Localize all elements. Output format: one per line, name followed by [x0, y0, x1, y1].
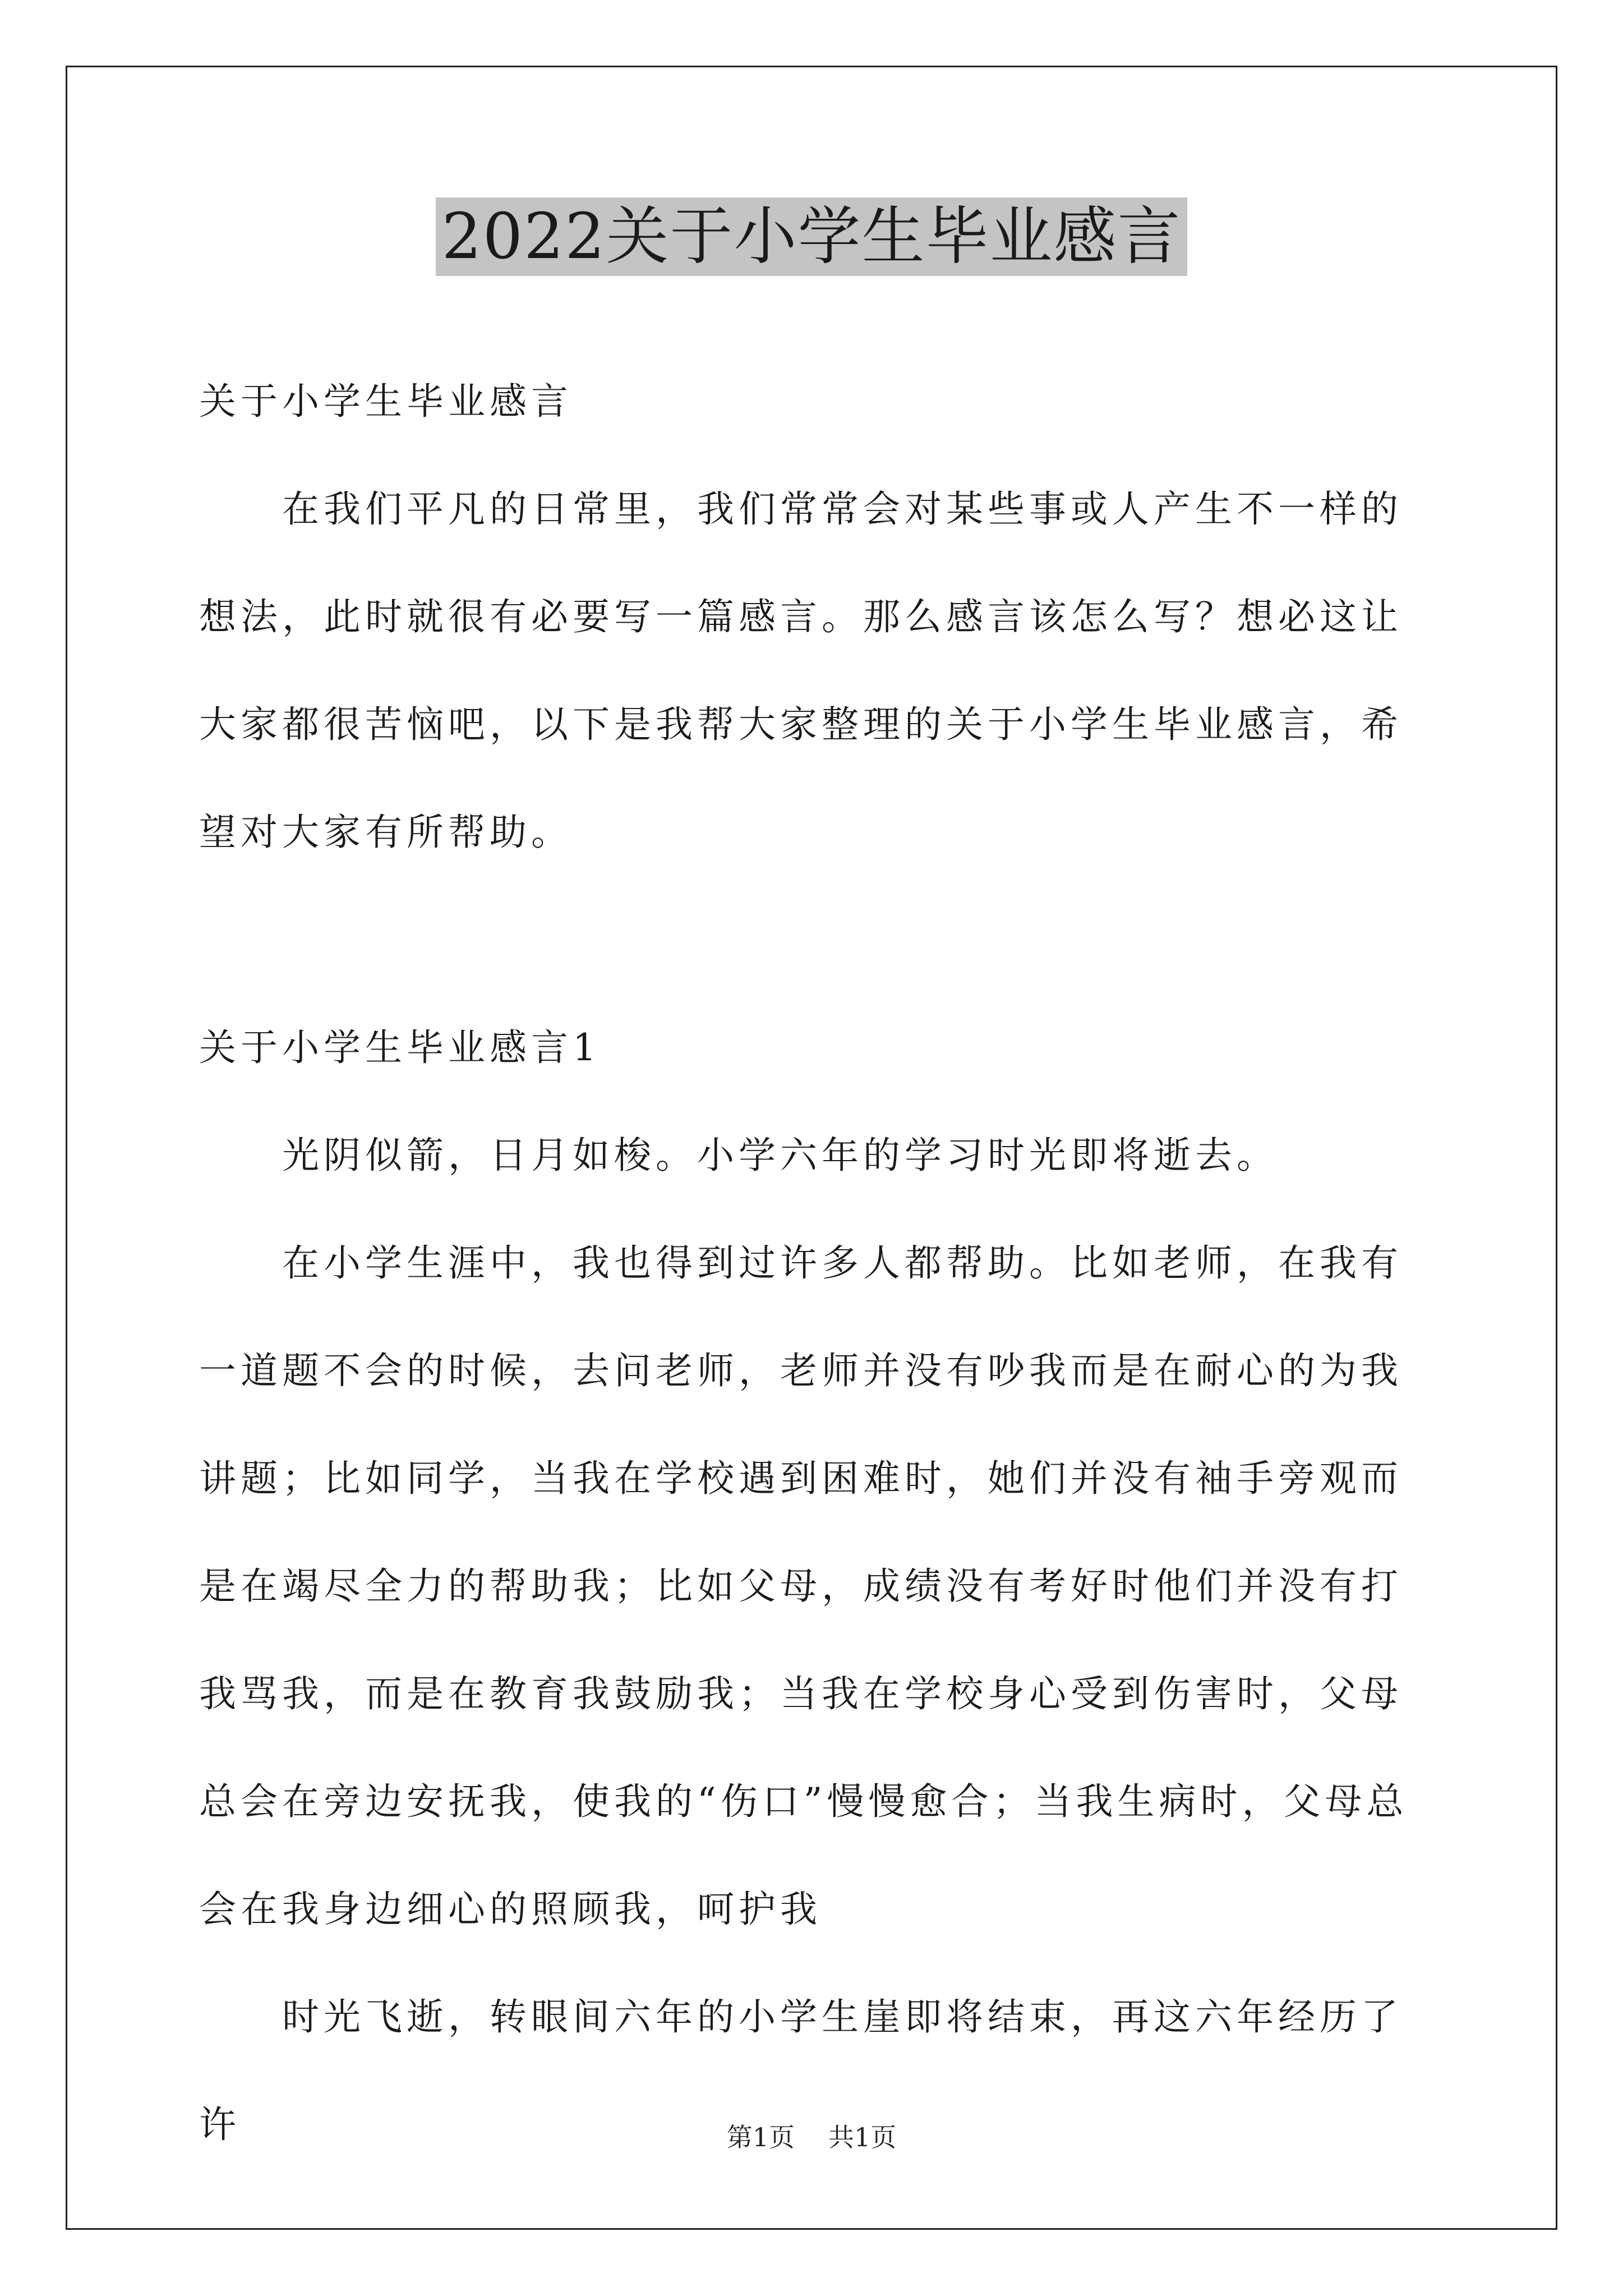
intro-paragraph: 在我们平凡的日常里，我们常常会对某些事或人产生不一样的想法，此时就很有必要写一篇感言。那么感言该怎么写？想必这让大家都很苦恼吧，以下是我帮大家整理的关于小学生毕业感言，希望对大家有所帮助。	[199, 487, 1403, 854]
document-body	[199, 348, 1433, 2179]
page-number-current: 第1页	[726, 2122, 795, 2152]
section-heading: 关于小学生毕业感言1	[199, 1026, 601, 1069]
body-paragraph-1: 光阴似箭，日月如梭。小学六年的学习时光即将逝去。	[282, 1134, 1278, 1177]
document-title: 2022关于小学生毕业感言	[436, 197, 1187, 276]
body-paragraph-3: 时光飞逝，转眼间六年的小学生崖即将结束，再这六年经历了许	[199, 1995, 1403, 2146]
subtitle: 关于小学生毕业感言	[199, 380, 573, 423]
title-container	[0, 197, 1623, 276]
page-footer	[0, 2120, 1623, 2154]
spacer	[199, 886, 1433, 994]
body-paragraph-2: 在小学生涯中，我也得到过许多人都帮助。比如老师，在我有一道题不会的时候，去问老师，老师并没有吵我而是在耐心的为我讲题；比如同学，当我在学校遇到困难时，她们并没有袖手旁观而是在竭尽全力的帮助我；比如父母，成绩没有考好时他们并没有打我骂我，而是在教育我鼓励我；当我在学校身心受到伤害时，父母总会在旁边安抚我，使我的“伤口”慢慢愈合；当我生病时，父母总会在我身边细心的照顾我，呵护我	[199, 1241, 1408, 1931]
page-number-total: 共1页	[828, 2122, 897, 2152]
